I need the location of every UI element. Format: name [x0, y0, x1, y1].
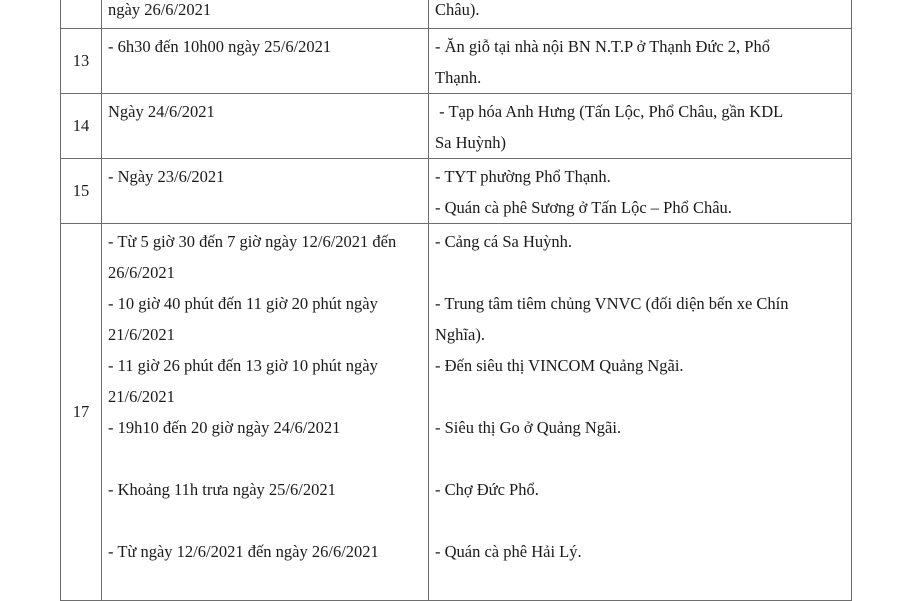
time-line: 21/6/2021 [108, 325, 175, 344]
place-cell [429, 159, 852, 224]
place-cell [429, 94, 852, 159]
time-line: - 6h30 đến 10h00 ngày 25/6/2021 [108, 37, 332, 56]
time-line [108, 62, 422, 93]
place-line [435, 567, 845, 598]
row-number-cell [61, 29, 102, 94]
place-line: - Cảng cá Sa Huỳnh. [435, 232, 573, 251]
place-cell [429, 0, 852, 29]
place-line: Thạnh. [435, 68, 482, 87]
row-number: 14 [72, 116, 90, 135]
place-line: Sa Huỳnh) [435, 133, 507, 152]
place-line: - Quán cà phê Hải Lý. [435, 542, 582, 561]
time-line: - 10 giờ 40 phút đến 11 giờ 20 phút ngày [108, 294, 378, 313]
time-line: - 19h10 đến 20 giờ ngày 24/6/2021 [108, 418, 341, 437]
place-line: - Đến siêu thị VINCOM Quảng Ngãi. [435, 356, 684, 375]
table-row [61, 0, 852, 29]
exposure-locations-table [60, 0, 852, 601]
time-line [108, 505, 422, 536]
row-number-cell [61, 94, 102, 159]
time-line [108, 443, 422, 474]
time-cell [102, 0, 429, 29]
place-line: - Ăn giỗ tại nhà nội BN N.T.P ở Thạnh Đức 2, Phổ [435, 37, 770, 56]
row-number-cell [61, 159, 102, 224]
place-line: - Tạp hóa Anh Hưng (Tấn Lộc, Phổ Châu, gần KDL [435, 102, 784, 121]
time-line: Ngày 24/6/2021 [108, 102, 215, 121]
place-line: - Siêu thị Go ở Quảng Ngãi. [435, 418, 622, 437]
time-cell [102, 29, 429, 94]
table-row [61, 29, 852, 94]
place-line [435, 381, 845, 412]
row-number: 13 [72, 51, 90, 70]
row-number: 15 [72, 181, 90, 200]
table-row [61, 159, 852, 224]
row-number-cell [61, 0, 102, 29]
time-cell [102, 159, 429, 224]
table-row [61, 224, 852, 601]
place-line: Châu). [435, 0, 480, 19]
time-line [108, 567, 422, 598]
time-line: 26/6/2021 [108, 263, 175, 282]
place-line [435, 505, 845, 536]
time-line [108, 192, 422, 223]
time-line: - Ngày 23/6/2021 [108, 167, 225, 186]
place-cell [429, 224, 852, 601]
time-line: - Từ ngày 12/6/2021 đến ngày 26/6/2021 [108, 542, 379, 561]
time-line: - Khoảng 11h trưa ngày 25/6/2021 [108, 480, 336, 499]
time-line: - 11 giờ 26 phút đến 13 giờ 10 phút ngày [108, 356, 378, 375]
time-cell [102, 224, 429, 601]
row-number: 17 [72, 402, 90, 421]
place-line [435, 443, 845, 474]
time-line: 21/6/2021 [108, 387, 175, 406]
time-line: - Từ 5 giờ 30 đến 7 giờ ngày 12/6/2021 đến [108, 232, 397, 251]
place-line: - TYT phường Phổ Thạnh. [435, 167, 611, 186]
row-number-cell [61, 224, 102, 601]
time-cell [102, 94, 429, 159]
time-line: ngày 26/6/2021 [108, 0, 212, 19]
table-row [61, 94, 852, 159]
time-line [108, 127, 422, 158]
place-cell [429, 29, 852, 94]
place-line: - Quán cà phê Sương ở Tấn Lộc – Phổ Châu. [435, 198, 732, 217]
place-line [435, 257, 845, 288]
place-line: - Trung tâm tiêm chủng VNVC (đối diện bến xe Chín [435, 294, 789, 313]
place-line: Nghĩa). [435, 325, 485, 344]
place-line: - Chợ Đức Phổ. [435, 480, 539, 499]
